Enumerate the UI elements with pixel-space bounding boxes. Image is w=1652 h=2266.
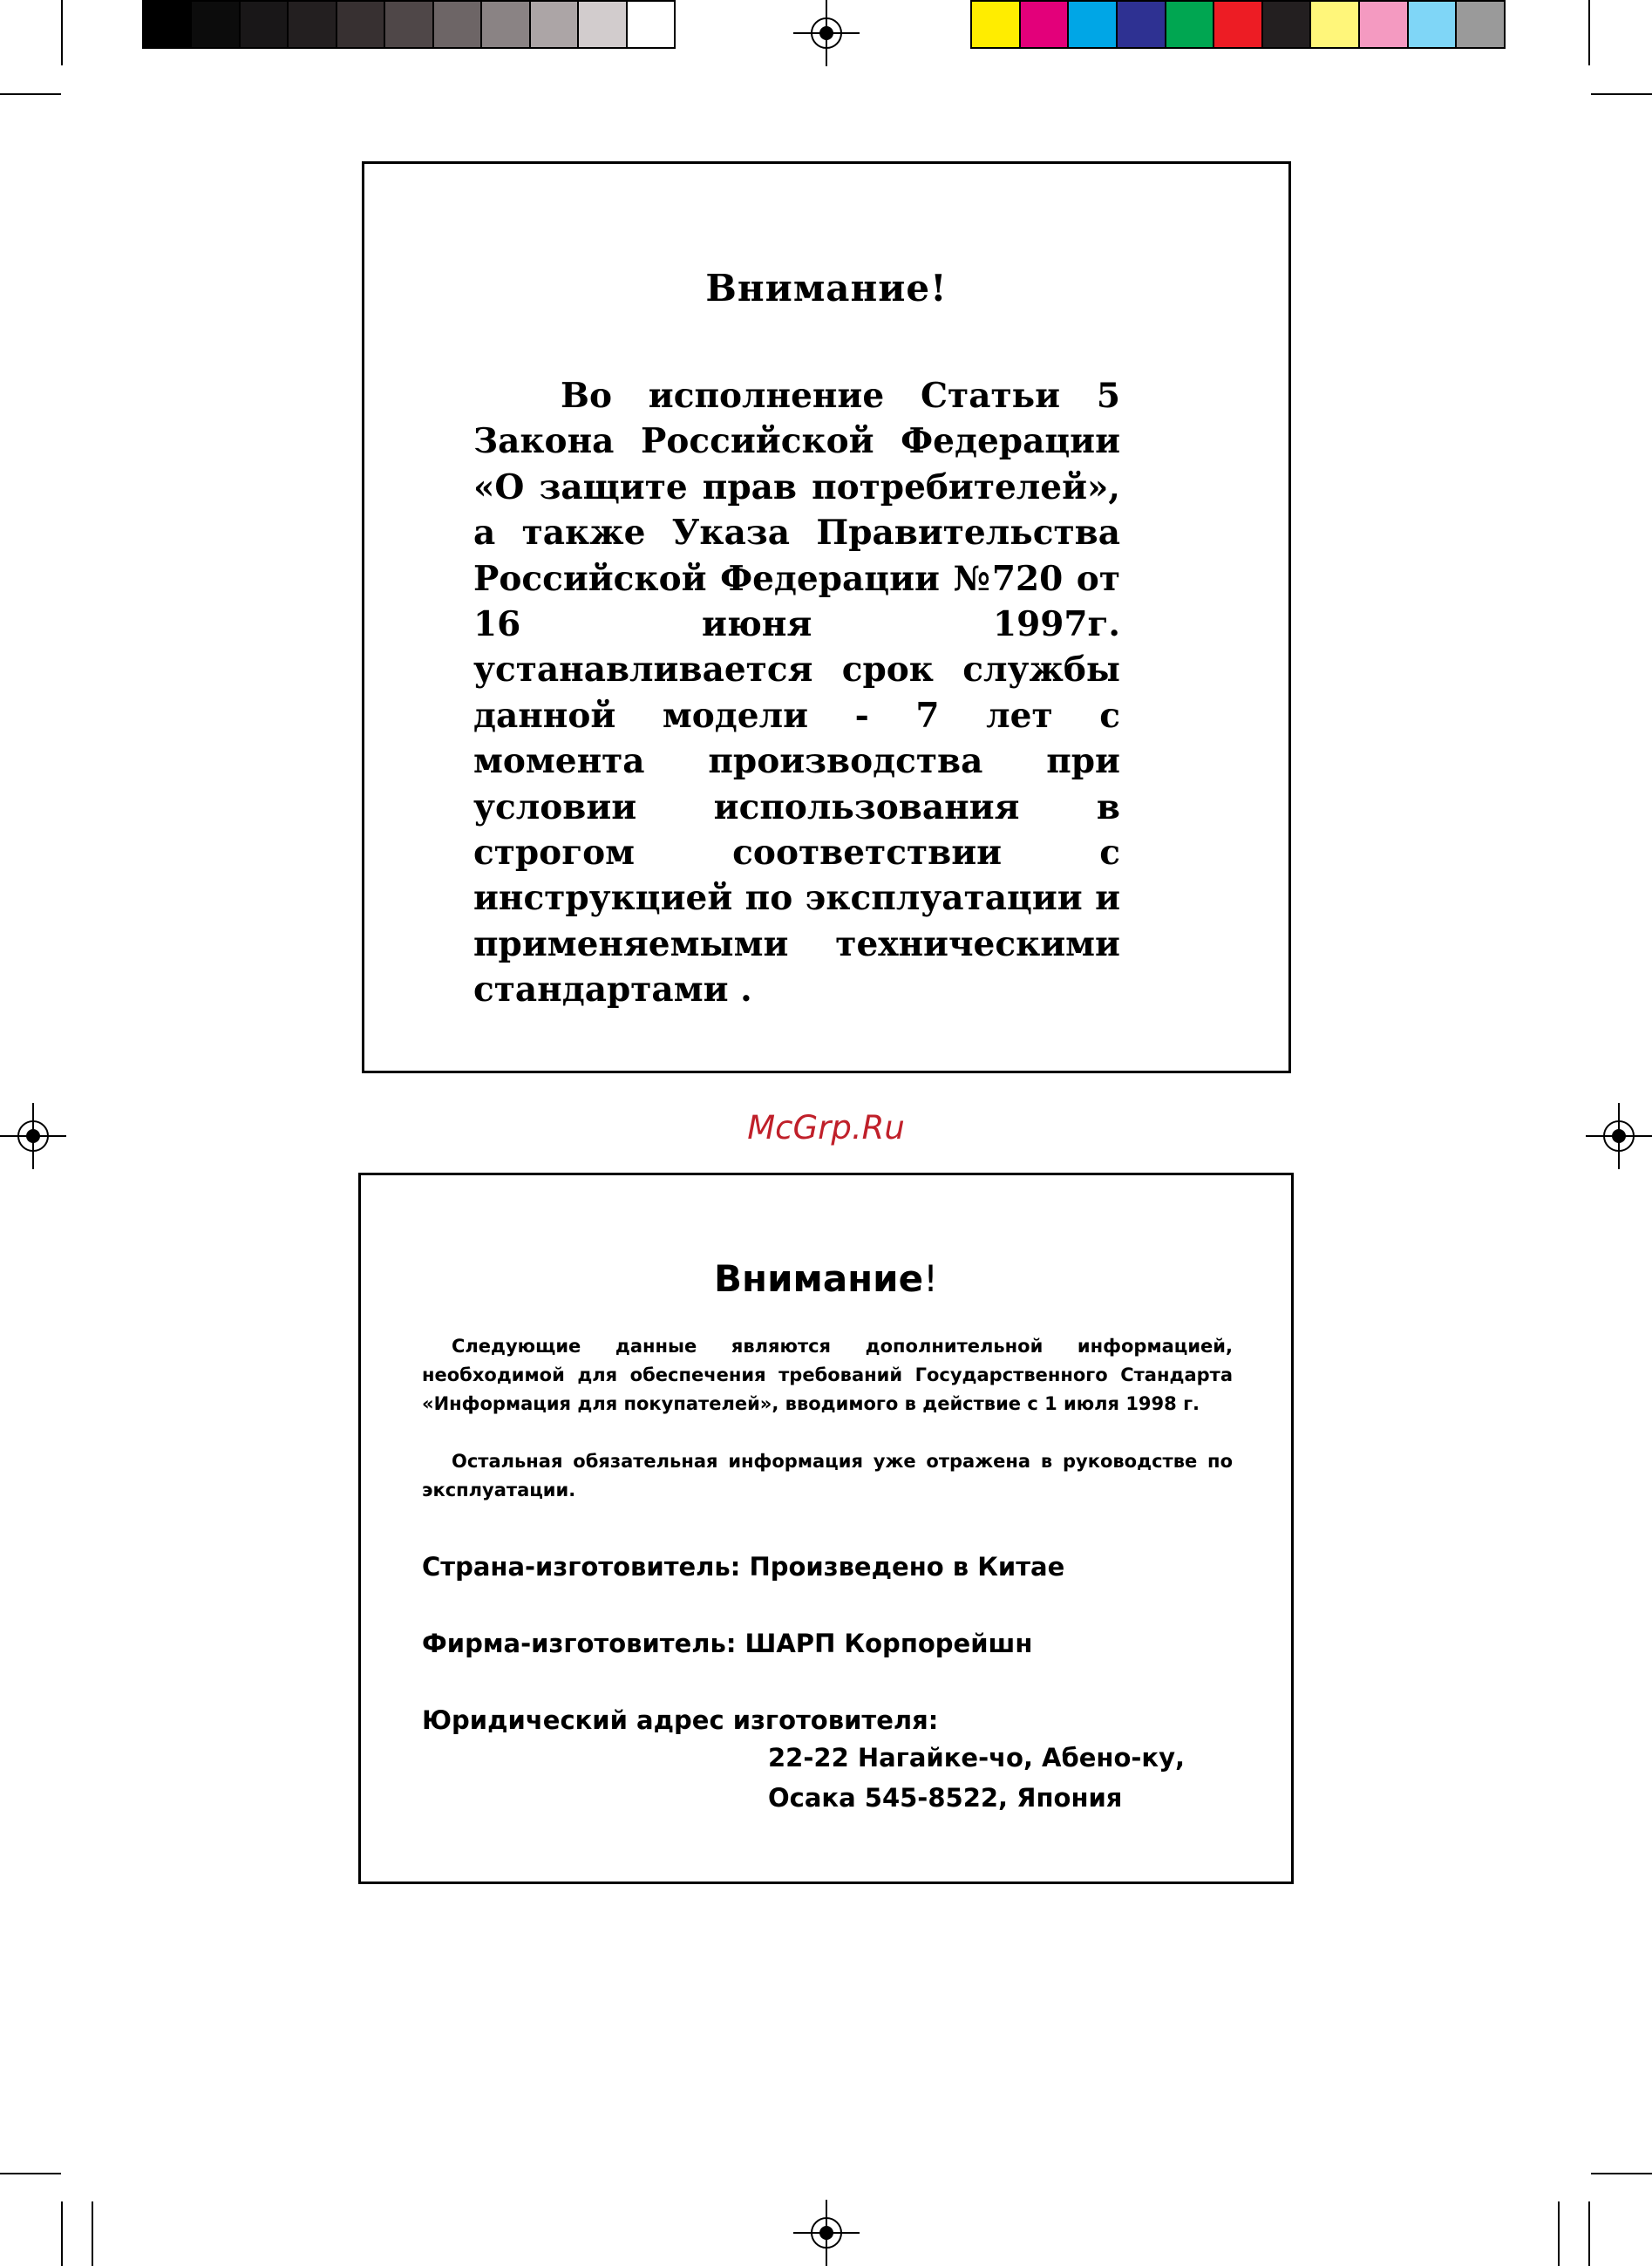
notice-title: [361, 1257, 1291, 1300]
address-line-1: 22-22 Нагайке-чо, Абено-ку,: [768, 1743, 1186, 1773]
crop-mark: [92, 2201, 93, 2266]
calibration-swatch: [144, 2, 192, 47]
service-life-text: Во исполнение Статьи 5 Закона Российской Федерации «О защите прав потребителей», а также Указа Правительства Российской Федерации №720 от 16 июня 1997г. устанавливается срок службы данной модели - 7 лет с момента производства при условии использования в строгом соответствии с инструкцией по эксплуатации и применяемыми техническими стандартами .: [473, 376, 1120, 1011]
calibration-swatch: [1409, 2, 1458, 47]
crop-mark: [61, 2201, 63, 2266]
crop-mark: [61, 0, 63, 65]
manufacturer-name: Фирма-изготовитель: ШАРП Корпорейшн: [422, 1629, 1033, 1658]
calibration-swatch: [434, 2, 482, 47]
calibration-swatch: [241, 2, 289, 47]
notice-title-text: Внимание: [714, 1257, 924, 1300]
calibration-swatch: [1360, 2, 1409, 47]
calibration-swatch: [1263, 2, 1312, 47]
country-of-origin: Страна-изготовитель: Произведено в Китае: [422, 1552, 1065, 1582]
additional-info-paragraph: Следующие данные являются дополнительной информацией, необходимой для обеспечения требований Государственного Стандарта «Информация для покупателей», вводимого в действие с 1 июля 1998 г.: [422, 1336, 1233, 1414]
calibration-swatch: [579, 2, 627, 47]
calibration-swatch: [337, 2, 385, 47]
crop-mark: [1591, 2173, 1652, 2174]
color-calibration-bar: [970, 0, 1506, 49]
crop-mark: [1588, 0, 1590, 65]
calibration-swatch: [192, 2, 240, 47]
manufacturer-info-notice: [358, 1173, 1294, 1884]
registration-mark-icon: [793, 2200, 860, 2266]
address-line-2: Осака 545-8522, Япония: [768, 1783, 1123, 1813]
grayscale-calibration-bar: [142, 0, 676, 49]
calibration-swatch: [482, 2, 530, 47]
calibration-swatch: [1118, 2, 1166, 47]
manual-reference-paragraph: Остальная обязательная информация уже отражена в руководстве по эксплуатации.: [422, 1451, 1233, 1500]
site-watermark: McGrp.Ru: [747, 1109, 905, 1147]
calibration-swatch: [385, 2, 433, 47]
service-life-notice: [362, 161, 1291, 1073]
notice-title-mark: !: [923, 1257, 938, 1300]
crop-mark: [0, 2173, 61, 2174]
crop-mark: [1591, 93, 1652, 95]
crop-mark: [1558, 2201, 1560, 2266]
crop-mark: [0, 93, 61, 95]
calibration-swatch: [1214, 2, 1263, 47]
calibration-swatch: [531, 2, 579, 47]
calibration-swatch: [1311, 2, 1360, 47]
calibration-swatch: [972, 2, 1021, 47]
notice-title: Внимание!: [705, 267, 948, 310]
calibration-swatch: [628, 2, 674, 47]
registration-mark-icon: [793, 0, 860, 66]
calibration-swatch: [1457, 2, 1504, 47]
calibration-swatch: [289, 2, 337, 47]
calibration-swatch: [1166, 2, 1215, 47]
calibration-swatch: [1021, 2, 1070, 47]
address-label: Юридический адрес изготовителя:: [422, 1705, 939, 1735]
crop-mark: [1588, 2201, 1590, 2266]
calibration-swatch: [1069, 2, 1118, 47]
